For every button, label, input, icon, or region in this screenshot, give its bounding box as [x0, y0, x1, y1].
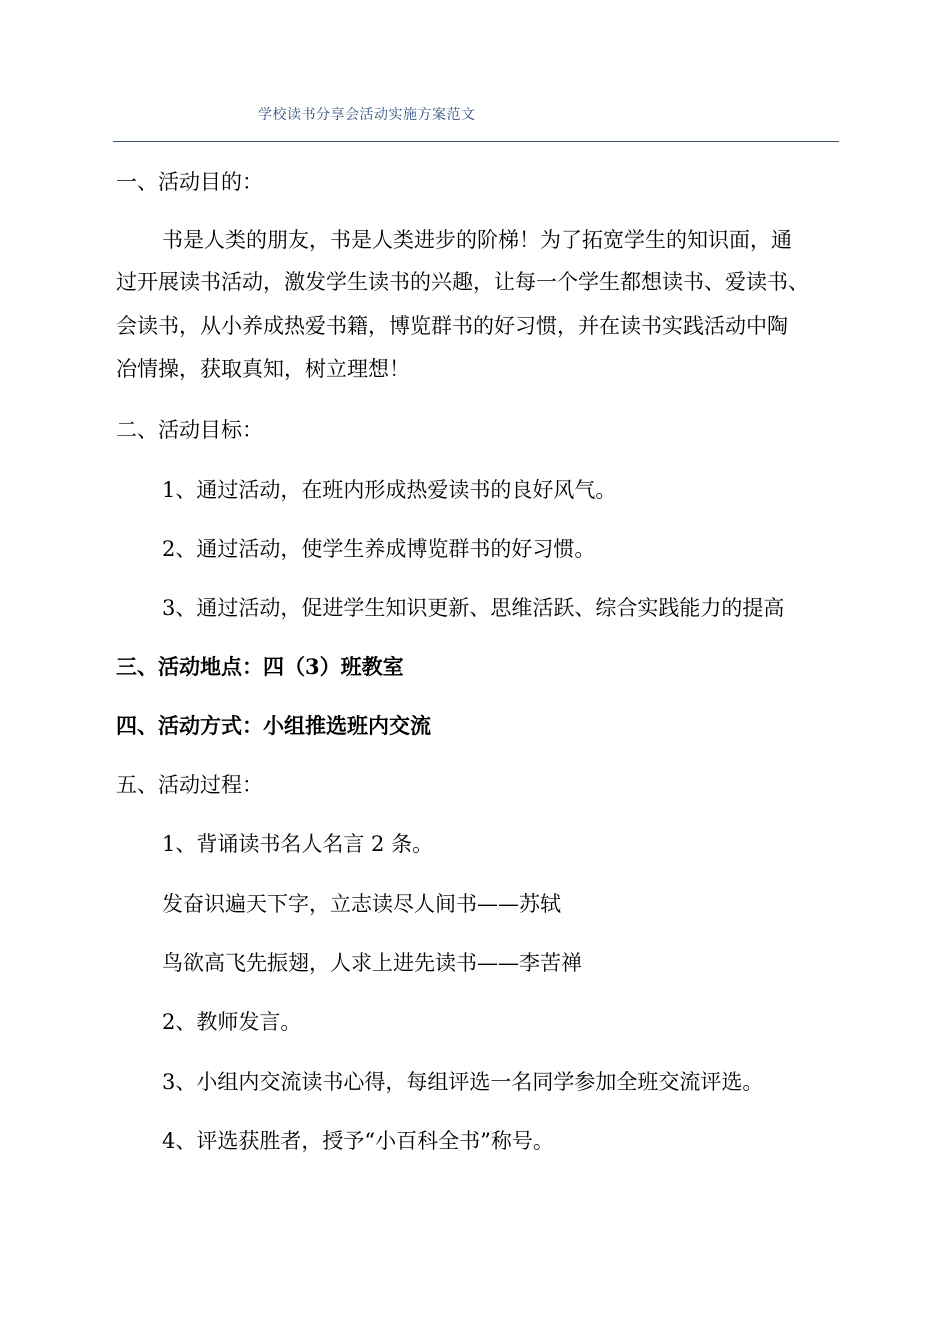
- section-heading: 四、活动方式：小组推选班内交流: [116, 713, 431, 738]
- list-item: 2、教师发言。: [162, 1010, 302, 1034]
- list-item: 3、通过活动，促进学生知识更新、思维活跃、综合实践能力的提高: [162, 596, 785, 620]
- section-heading: 二、活动目标：: [116, 418, 263, 442]
- paragraph-line: 会读书，从小养成热爱书籍，博览群书的好习惯，并在读书实践活动中陶: [116, 314, 788, 338]
- list-item: 1、背诵读书名人名言 2 条。: [162, 832, 434, 856]
- section-heading: 一、活动目的：: [116, 170, 263, 194]
- section-heading: 五、活动过程：: [116, 773, 263, 797]
- list-item: 1、通过活动，在班内形成热爱读书的良好风气。: [162, 478, 617, 502]
- quote-line: 鸟欲高飞先振翅，人求上进先读书——李苦禅: [162, 951, 582, 975]
- list-item: 2、通过活动，使学生养成博览群书的好习惯。: [162, 537, 596, 561]
- quote-line: 发奋识遍天下字，立志读尽人间书——苏轼: [162, 892, 561, 916]
- paragraph-line: 书是人类的朋友，书是人类进步的阶梯！为了拓宽学生的知识面，通: [162, 228, 792, 252]
- list-item: 4、评选获胜者，授予“小百科全书”称号。: [162, 1129, 554, 1153]
- document-header-title: 学校读书分享会活动实施方案范文: [258, 107, 476, 123]
- section-heading: 三、活动地点：四（3）班教室: [116, 654, 404, 679]
- paragraph-line: 冶情操，获取真知，树立理想！: [116, 357, 410, 381]
- list-item: 3、小组内交流读书心得，每组评选一名同学参加全班交流评选。: [162, 1070, 764, 1094]
- header-divider: [113, 141, 839, 142]
- paragraph-line: 过开展读书活动，激发学生读书的兴趣，让每一个学生都想读书、爱读书、: [116, 270, 809, 294]
